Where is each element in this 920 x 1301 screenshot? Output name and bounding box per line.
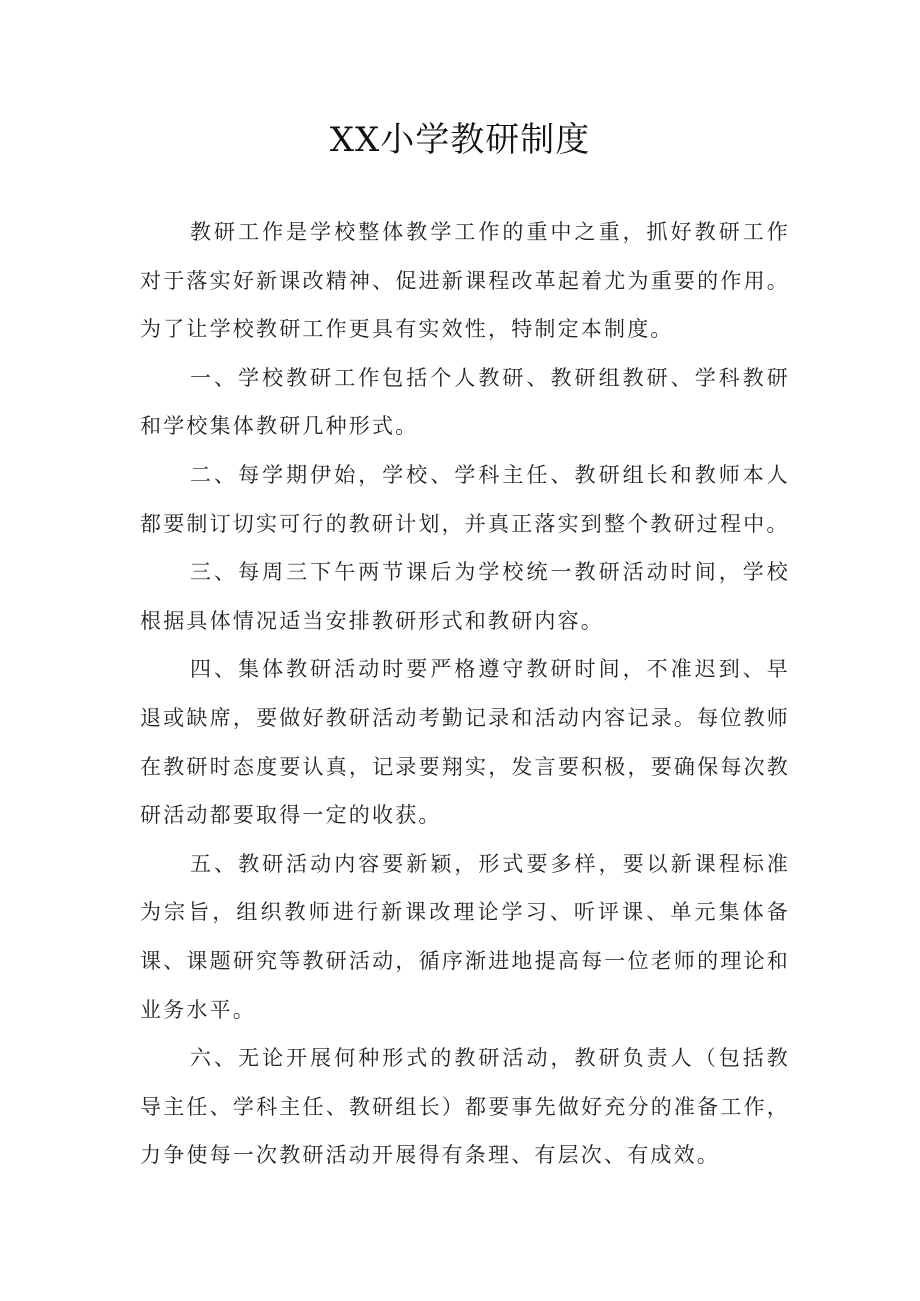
paragraph-item-1: 一、学校教研工作包括个人教研、教研组教研、学科教研和学校集体教研几种形式。 xyxy=(140,365,790,439)
paragraph-intro: 教研工作是学校整体教学工作的重中之重，抓好教研工作对于落实好新课改精神、促进新课程改革起着尤为重要的作用。为了让学校教研工作更具有实效性，特制定本制度。 xyxy=(140,220,790,342)
paragraph-item-5: 五、教研活动内容要新颖，形式要多样，要以新课程标准为宗旨，组织教师进行新课改理论学习、听评课、单元集体备课、课题研究等教研活动，循序渐进地提高每一位老师的理论和业务水平。 xyxy=(140,851,790,1022)
document-body xyxy=(140,208,790,1180)
paragraph-item-6: 六、无论开展何种形式的教研活动，教研负责人（包括教导主任、学科主任、教研组长）都要事先做好充分的准备工作，力争使每一次教研活动开展得有条理、有层次、有成效。 xyxy=(140,1046,790,1168)
paragraph-item-4: 四、集体教研活动时要严格遵守教研时间，不准迟到、早退或缺席，要做好教研活动考勤记录和活动内容记录。每位教师在教研时态度要认真，记录要翔实，发言要积极，要确保每次教研活动都要取得一定的收获。 xyxy=(140,657,790,828)
paragraph-item-3: 三、每周三下午两节课后为学校统一教研活动时间，学校根据具体情况适当安排教研形式和教研内容。 xyxy=(140,560,790,633)
paragraph-item-2: 二、每学期伊始，学校、学科主任、教研组长和教师本人都要制订切实可行的教研计划，并真正落实到整个教研过程中。 xyxy=(140,462,790,536)
document-title: XX小学教研制度 xyxy=(329,120,591,160)
